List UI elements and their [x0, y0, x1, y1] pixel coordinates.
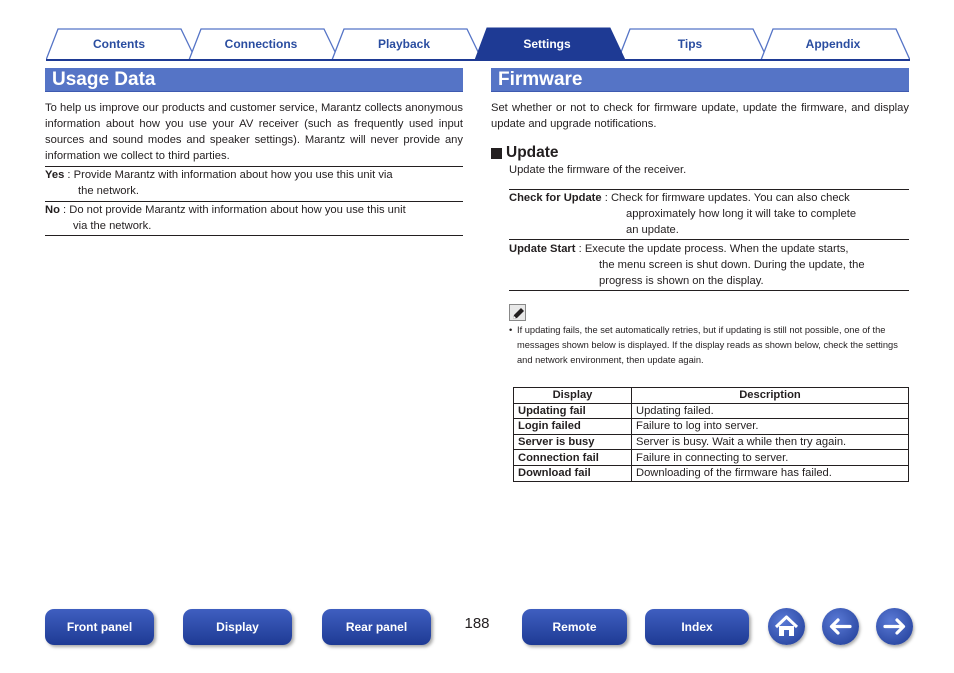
- item-text-cont: the menu screen is shut down. During the update, the: [599, 259, 865, 271]
- index-button[interactable]: Index: [645, 609, 749, 645]
- column-header: Description: [632, 388, 909, 404]
- option-text-cont: via the network.: [73, 220, 152, 232]
- description-cell: Updating failed.: [632, 403, 909, 419]
- tab-contents[interactable]: Contents: [93, 37, 145, 51]
- forward-button[interactable]: [876, 608, 913, 645]
- firmware-header: [491, 68, 909, 92]
- table-row: [514, 434, 909, 450]
- option-separator: :: [59, 204, 70, 216]
- tab-tips[interactable]: Tips: [677, 37, 703, 51]
- description-cell: Server is busy. Wait a while then try again.: [632, 434, 909, 450]
- tab-settings[interactable]: Settings: [523, 37, 571, 51]
- table-row: [514, 450, 909, 466]
- column-header: Display: [514, 388, 632, 404]
- display-button[interactable]: Display: [183, 609, 292, 645]
- divider: [509, 239, 909, 240]
- display-cell: Server is busy: [514, 434, 632, 450]
- home-icon: [768, 608, 805, 645]
- tab-appendix[interactable]: Appendix: [805, 37, 861, 51]
- usage-data-header: [45, 68, 463, 92]
- usage-data-title: Usage Data: [52, 69, 156, 90]
- display-cell: Download fail: [514, 465, 632, 481]
- item-text-cont: approximately how long it will take to complete: [626, 208, 857, 220]
- option-term: No: [45, 204, 60, 216]
- error-message-table: [513, 387, 909, 482]
- item-text-cont: an update.: [626, 224, 679, 236]
- item-text: Execute the update process. When the update starts,: [584, 243, 849, 255]
- item-term: Update Start: [509, 243, 576, 255]
- firmware-title: Firmware: [498, 69, 583, 90]
- firmware-intro: Set whether or not to check for firmware update, update the firmware, and display update and upgrade notifications.: [491, 102, 909, 130]
- note-text: If updating fails, the set automatically retries, but if updating is still not possible, one of the messages shown below is displayed. If the display reads as shown below, check the settings and network environment, then update again.: [517, 325, 898, 365]
- update-item-start: [509, 241, 909, 289]
- item-separator: :: [575, 243, 585, 255]
- table-row: [514, 465, 909, 481]
- description-cell: Failure in connecting to server.: [632, 450, 909, 466]
- option-term: Yes: [45, 169, 65, 181]
- description-cell: Downloading of the firmware has failed.: [632, 465, 909, 481]
- usage-option-yes: [45, 167, 463, 199]
- update-heading-text: Update: [506, 144, 559, 161]
- update-item-check: [509, 190, 909, 238]
- display-cell: Updating fail: [514, 403, 632, 419]
- update-heading: [491, 144, 559, 162]
- rear-panel-button[interactable]: Rear panel: [322, 609, 431, 645]
- divider: [45, 235, 463, 236]
- item-text: Check for firmware updates. You can also check: [610, 192, 850, 204]
- option-text-cont: the network.: [78, 185, 139, 197]
- note-bullet: •: [509, 325, 513, 335]
- usage-option-no: [45, 202, 463, 234]
- table-row: [514, 419, 909, 435]
- page-number: 188: [464, 615, 490, 632]
- display-cell: Login failed: [514, 419, 632, 435]
- update-note: [509, 323, 907, 368]
- table-header-row: [514, 388, 909, 404]
- usage-data-intro: To help us improve our products and customer service, Marantz collects anonymous information about how you use your AV receiver (such as frequently used input sources and sound modes and speaker settings). Marantz will never provide any information we collect to third parties.: [45, 102, 463, 162]
- item-text-cont: progress is shown on the display.: [599, 275, 764, 287]
- option-separator: :: [64, 169, 74, 181]
- display-cell: Connection fail: [514, 450, 632, 466]
- remote-button[interactable]: Remote: [522, 609, 627, 645]
- front-panel-button[interactable]: Front panel: [45, 609, 154, 645]
- tab-connections[interactable]: Connections: [224, 37, 298, 51]
- item-term: Check for Update: [509, 192, 602, 204]
- table-row: [514, 403, 909, 419]
- home-button[interactable]: [768, 608, 805, 645]
- pencil-note-icon: [509, 304, 526, 321]
- back-arrow-icon: [822, 608, 859, 645]
- divider: [509, 290, 909, 291]
- option-text: Provide Marantz with information about how you use this unit via: [73, 169, 393, 181]
- chapter-tabs: [46, 27, 910, 61]
- tab-playback[interactable]: Playback: [377, 37, 431, 51]
- option-text: Do not provide Marantz with information about how you use this unit: [69, 204, 406, 216]
- item-separator: :: [601, 192, 611, 204]
- description-cell: Failure to log into server.: [632, 419, 909, 435]
- forward-arrow-icon: [876, 608, 913, 645]
- square-bullet-icon: [491, 148, 502, 159]
- back-button[interactable]: [822, 608, 859, 645]
- update-description: Update the firmware of the receiver.: [509, 164, 687, 176]
